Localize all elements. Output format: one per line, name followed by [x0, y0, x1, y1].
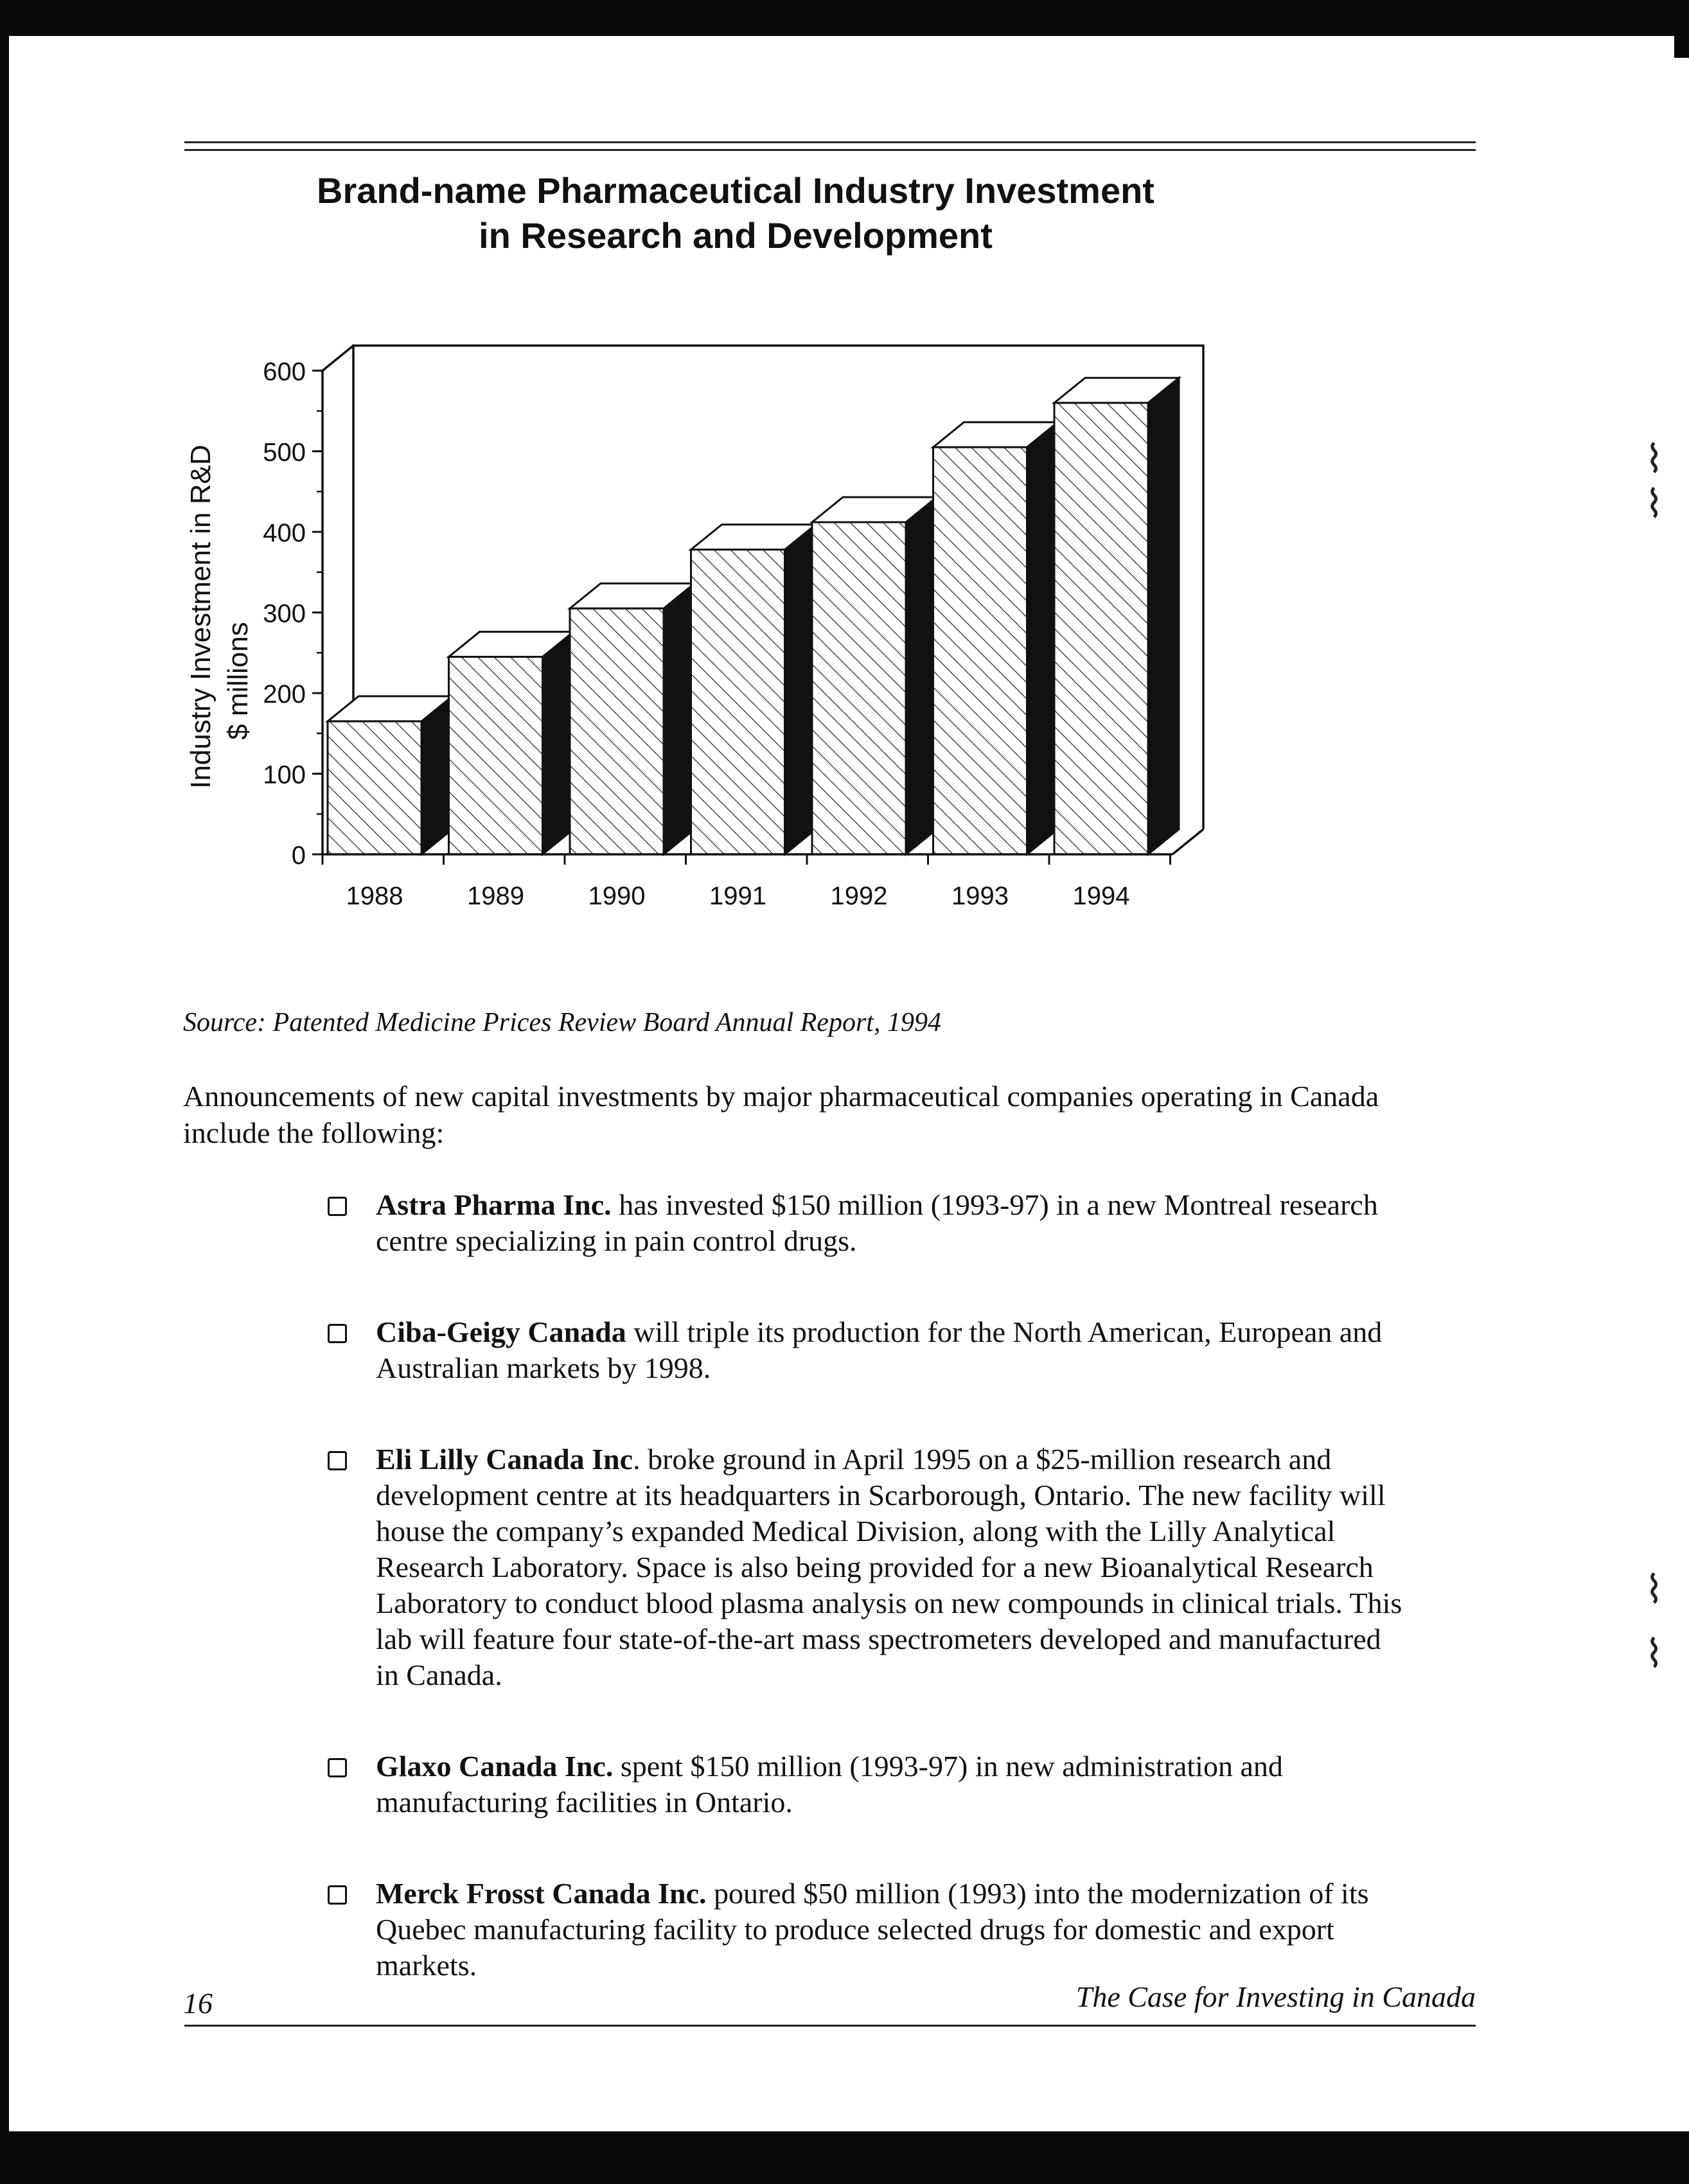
y-tick-label: 100	[263, 761, 306, 789]
x-tick-label: 1990	[588, 882, 646, 910]
list-item	[328, 1187, 1407, 1259]
list-item	[328, 1314, 1407, 1386]
company-name: Glaxo Canada Inc.	[376, 1750, 614, 1783]
item-text: poured $50 million (1993) into the modernization of its Quebec manufacturing facility to produce selected drugs for domestic and export markets.	[376, 1877, 1369, 1982]
list-item	[328, 1748, 1407, 1820]
bar	[691, 525, 816, 854]
scan-artifact-mark: ⌇	[1645, 482, 1664, 527]
scan-artifact-mark: ⌇	[1645, 1632, 1664, 1677]
bar-side	[1148, 378, 1179, 854]
chart-depth-edge	[323, 346, 353, 371]
bar-series	[328, 378, 1179, 854]
item-text: . broke ground in April 1995 on a $25-million research and development centre at its headquarters in Scarborough, Ontario. The new facility will house the company’s expanded Medical Division, along with the Lilly Analytical Research Laboratory. Space is also being provided for a new Bioanalytical Research Laboratory to conduct blood plasma analysis on new compounds in clinical trials. This lab will feature four state-of-the-art mass spectrometers developed and manufactured in Canada.	[376, 1443, 1402, 1691]
list-item	[328, 1876, 1407, 1984]
footer-title: The Case for Investing in Canada	[1075, 1980, 1476, 2013]
bar-side	[664, 583, 694, 854]
checkbox-bullet-icon	[328, 1885, 347, 1905]
bar-front	[691, 550, 785, 854]
bar-side	[421, 696, 452, 854]
bar-front	[570, 608, 664, 854]
y-tick-label: 300	[263, 599, 306, 628]
footer-rule	[184, 2025, 1476, 2027]
list-item	[328, 1441, 1407, 1693]
company-name: Eli Lilly Canada Inc	[376, 1443, 633, 1475]
chart-source: Source: Patented Medicine Prices Review Board Annual Report, 1994	[183, 1008, 941, 1037]
bar	[449, 632, 574, 854]
scan-artifact-mark: ⌇	[1645, 1567, 1664, 1612]
bar	[328, 696, 452, 854]
bar-front	[1054, 403, 1148, 854]
checkbox-bullet-icon	[328, 1324, 347, 1343]
bar-front	[328, 721, 421, 854]
y-axis-unit-label: $ millions	[222, 622, 254, 740]
x-tick-label: 1994	[1072, 882, 1130, 910]
x-tick-label: 1989	[467, 882, 524, 910]
page-number: 16	[183, 1987, 213, 2020]
company-name: Ciba-Geigy Canada	[376, 1316, 626, 1348]
bar	[570, 583, 694, 854]
company-name: Astra Pharma Inc.	[376, 1188, 612, 1221]
y-tick-label: 600	[263, 358, 306, 386]
chart-title-line: Brand-name Pharmaceutical Industry Investment	[317, 170, 1154, 211]
y-tick-label: 200	[263, 680, 306, 709]
bar	[812, 497, 937, 854]
chart-title-line: in Research and Development	[479, 215, 993, 256]
y-tick-label: 400	[263, 519, 306, 547]
checkbox-bullet-icon	[328, 1451, 347, 1470]
scan-artifact-mark: ⌇	[1645, 437, 1664, 482]
bar-side	[1027, 422, 1058, 854]
bar-chart	[0, 0, 1689, 951]
bar	[1054, 378, 1179, 854]
bar-side	[543, 632, 574, 854]
bar-side	[906, 497, 937, 854]
y-tick-label: 0	[291, 841, 306, 870]
investment-list	[328, 1187, 1407, 1984]
checkbox-bullet-icon	[328, 1197, 347, 1216]
x-tick-label: 1988	[346, 882, 403, 910]
x-tick-label: 1992	[830, 882, 888, 910]
bar-side	[785, 525, 816, 854]
x-tick-label: 1991	[709, 882, 766, 910]
x-tick-label: 1993	[951, 882, 1009, 910]
bar	[933, 422, 1058, 854]
item-text: spent $150 million (1993-97) in new administration and manufacturing facilities in Ontario.	[376, 1750, 1283, 1819]
item-text: has invested $150 million (1993-97) in a new Montreal research centre specializing in pain control drugs.	[376, 1188, 1378, 1257]
bar-front	[933, 447, 1027, 854]
chart-depth-edge	[1172, 829, 1203, 854]
item-text: will triple its production for the North American, European and Australian markets by 1998.	[376, 1316, 1383, 1384]
company-name: Merck Frosst Canada Inc.	[376, 1877, 707, 1910]
bar-front	[812, 522, 906, 854]
y-axis-title	[185, 445, 254, 789]
bar-front	[449, 657, 543, 854]
y-tick-label: 500	[263, 438, 306, 467]
intro-paragraph: Announcements of new capital investments by major pharmaceutical companies operating in Canada include the following:	[183, 1080, 1379, 1149]
scan-border-bottom	[0, 2131, 1689, 2184]
y-axis-label: Industry Investment in R&D	[185, 445, 217, 789]
checkbox-bullet-icon	[328, 1758, 347, 1777]
